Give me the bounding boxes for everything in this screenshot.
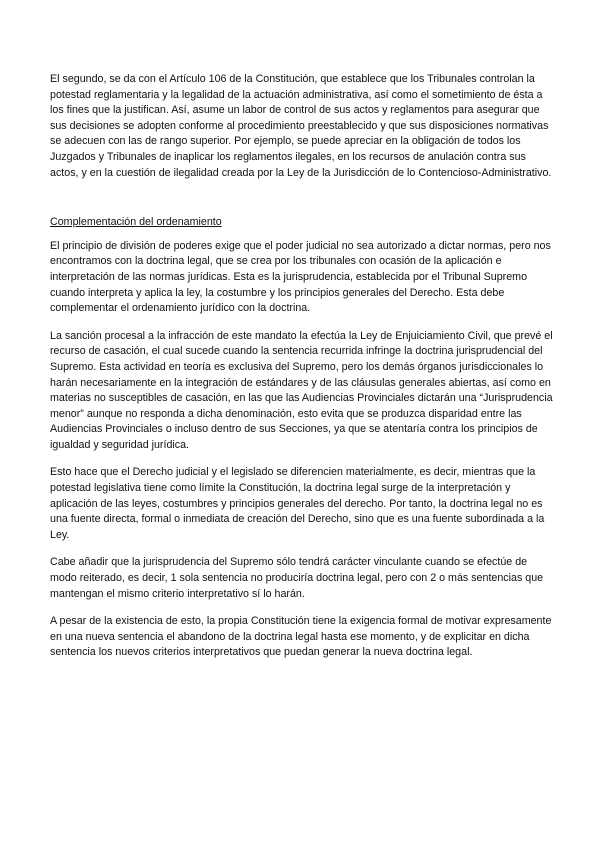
section-heading: Complementación del ordenamiento <box>50 216 222 229</box>
paragraph-exigencia-formal: A pesar de la existencia de esto, la propia Constitución tiene la exigencia formal de motivar expresamente en una nueva sentencia el abandono de la doctrina legal hasta ese momento, y de explicitar en dicha sentencia los nuevos criterios interpretativos que puedan generar la nueva doctrina legal. <box>50 615 552 659</box>
paragraph-caracter-vinculante: Cabe añadir que la jurisprudencia del Supremo sólo tendrá carácter vinculante cuando se efectúe de modo reiterado, es decir, 1 sola sentencia no produciría doctrina legal, pero con 2 o más sentencias que mantengan el mismo criterio interpretativo sí lo harán. <box>50 556 544 600</box>
intro-paragraph: El segundo, se da con el Artículo 106 de la Constitución, que establece que los Tribunales controlan la potestad reglamentaria y la legalidad de la actuación administrativa, así como el sometimiento de ésta a los fines que la justifican. Así, asume un labor de control de sus actos y reglamentos para asegurar que sus decisiones se adopten conforme al procedimiento preestablecido y que sus disposiciones normativas se adecuen con las de rango superior. Por ejemplo, se puede apreciar en la obligación de todos los Juzgados y Tribunales de inaplicar los reglamentos ilegales, en los recursos de anulación contra sus actos, y en la cuestión de ilegalidad creada por la Ley de la Jurisdicción de lo Contencioso-Administrativo. <box>50 73 552 179</box>
paragraph-division-poderes: El principio de división de poderes exige que el poder judicial no sea autorizado a dictar normas, pero nos encontramos con la doctrina legal, que se crea por los tribunales con ocasión de la aplicación e interpretación de las normas jurídicas. Esta es la jurisprudencia, establecida por el Tribunal Supremo cuando interpreta y aplica la ley, la costumbre y los principios generales del Derecho. Esta debe complementar el ordenamiento jurídico con la doctrina. <box>50 239 551 315</box>
document-page <box>50 72 554 673</box>
paragraph-sancion-procesal: La sanción procesal a la infracción de este mandato la efectúa la Ley de Enjuiciamiento Civil, que prevé el recurso de casación, el cual sucede cuando la sentencia recurrida infringe la doctrina jurisprudencial del Supremo. Esta actividad en teoría es exclusiva del Supremo, pero los demás órganos jurisdiccionales lo harán necesariamente en la integración de estándares y de las cláusulas generales abiertas, así como en materias no susceptibles de casación, en las que las Audiencias Provinciales dictarán una “Jurisprudencia menor” aunque no responda a dicha denominación, esto evita que se produzca disparidad entre las Audiencias Provinciales o incluso dentro de sus Secciones, ya que se atentaría contra los principios de igualdad y seguridad jurídica. <box>50 329 553 451</box>
paragraph-derecho-judicial: Esto hace que el Derecho judicial y el legislado se diferencien materialmente, es decir, mientras que la potestad legislativa tiene como límite la Constitución, la doctrina legal surge de la interpretación y aplicación de las leyes, costumbres y principios generales del derecho. Por tanto, la doctrina legal no es una fuente directa, formal o inmediata de creación del Derecho, sino que es una fuente subordinada a la Ley. <box>50 466 545 541</box>
